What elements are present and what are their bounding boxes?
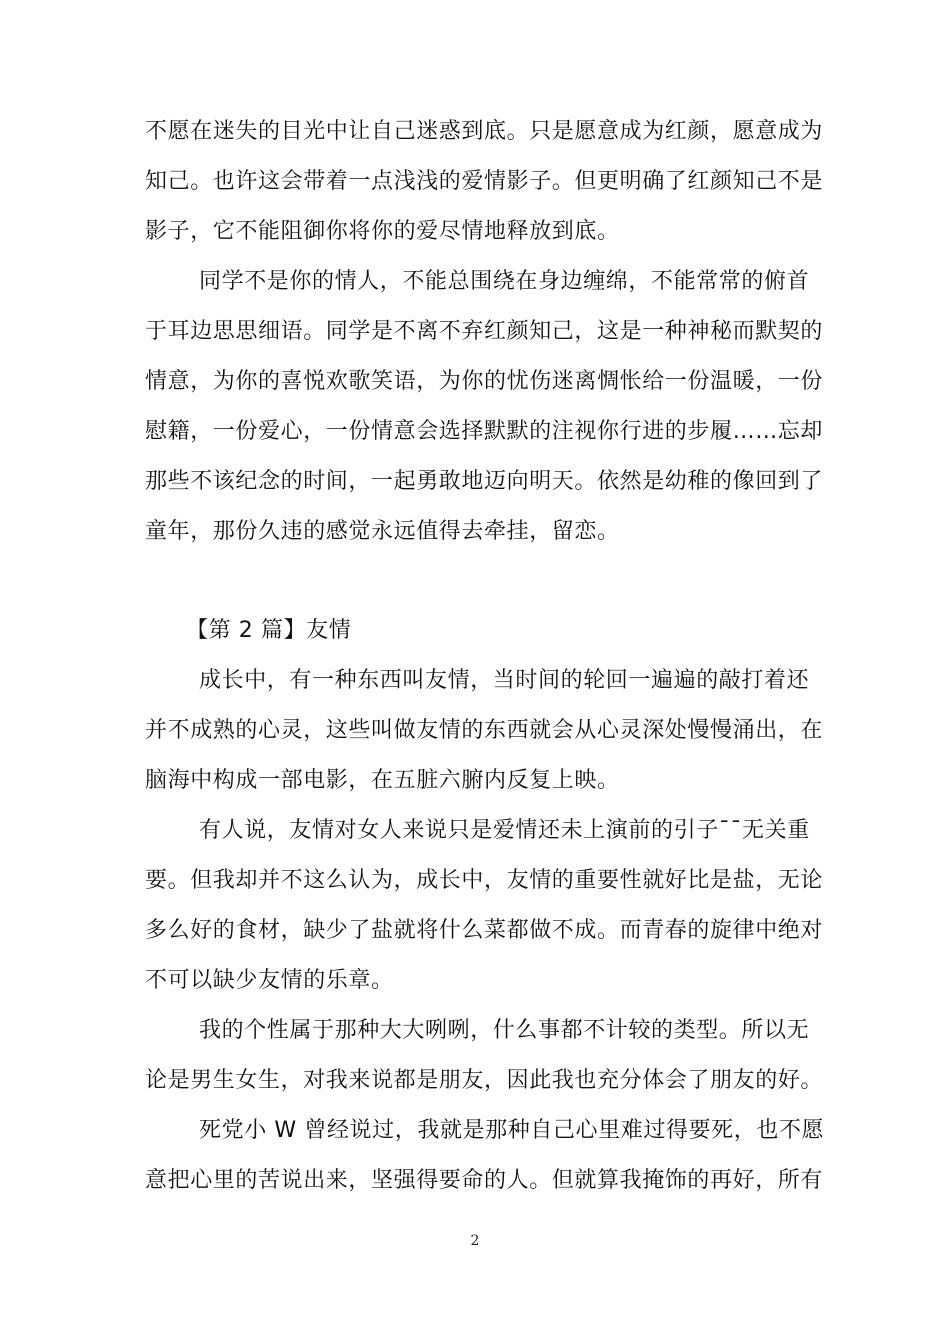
text-line: 要。但我却并不这么认为，成长中，友情的重要性就好比是盐，无论 (145, 868, 824, 893)
text-line: 不愿在迷失的目光中让自己迷惑到底。只是愿意成为红颜，愿意成为 (145, 119, 824, 144)
text-line: 于耳边思思细语。同学是不离不弃红颜知己，这是一种神秘而默契的 (145, 319, 824, 344)
text-line: 我的个性属于那种大大咧咧，什么事都不计较的类型。所以无 (199, 1018, 810, 1043)
text-line: 不可以缺少友情的乐章。 (145, 968, 394, 993)
text-line: 脑海中构成一部电影，在五脏六腑内反复上映。 (145, 768, 620, 793)
text-line: 多么好的食材，缺少了盐就将什么菜都做不成。而青春的旋律中绝对 (145, 918, 824, 943)
text-line: 有人说，友情对女人来说只是爱情还未上演前的引子¯¯无关重 (199, 818, 810, 843)
text-line: 论是男生女生，对我来说都是朋友，因此我也充分体会了朋友的好。 (145, 1068, 824, 1093)
text-line: 并不成熟的心灵，这些叫做友情的东西就会从心灵深处慢慢涌出，在 (145, 718, 824, 743)
text-line: 同学不是你的情人，不能总围绕在身边缠绵，不能常常的俯首 (199, 269, 810, 294)
text-line: 死党小 W 曾经说过，我就是那种自己心里难过得要死，也不愿 (199, 1118, 825, 1143)
text-line: 那些不该纪念的时间，一起勇敢地迈向明天。依然是幼稚的像回到了 (145, 469, 824, 494)
text-line: 知己。也许这会带着一点浅浅的爱情影子。但更明确了红颜知己不是 (145, 169, 824, 194)
text-line: 影子，它不能阻御你将你的爱尽情地释放到底。 (145, 219, 620, 244)
text-line: 成长中，有一种东西叫友情，当时间的轮回一遍遍的敲打着还 (199, 668, 810, 693)
text-line: 意把心里的苦说出来，坚强得要命的人。但就算我掩饰的再好，所有 (145, 1168, 824, 1193)
text-line: 情意，为你的喜悦欢歌笑语，为你的忧伤迷离惆怅给一份温暖，一份 (145, 369, 824, 394)
text-line: 慰籍，一份爱心，一份情意会选择默默的注视你行进的步履……忘却 (145, 419, 824, 444)
section-heading: 【第 2 篇】友情 (186, 618, 352, 643)
text-line: 童年，那份久违的感觉永远值得去牵挂，留恋。 (145, 519, 620, 544)
page-number: 2 (470, 1233, 480, 1249)
